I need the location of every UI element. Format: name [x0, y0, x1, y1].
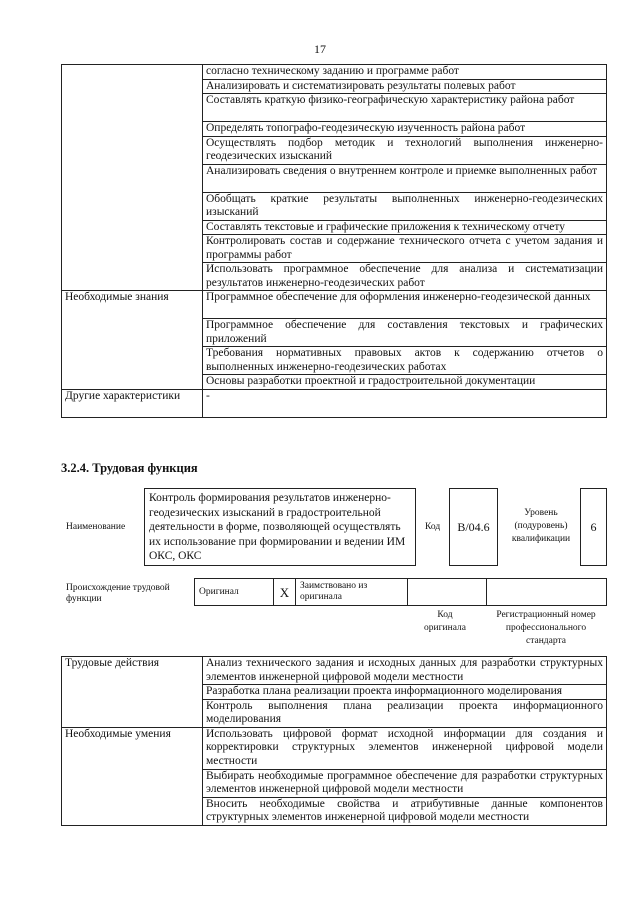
table-row — [62, 65, 607, 80]
table-cell: Составлять текстовые и графические приложения к техническому отчету — [203, 220, 607, 235]
table-cell: Вносить необходимые свойства и атрибутивные данные компонентов структурных элементов инженерной цифровой модели местности — [203, 797, 607, 825]
table-row — [62, 389, 607, 417]
row-label: Необходимые знания — [62, 291, 203, 390]
page-number: 17 — [314, 42, 326, 56]
original-mark: X — [274, 579, 296, 606]
row-label — [62, 65, 203, 291]
table-cell: Использовать программное обеспечение для анализа и систематизации результатов инженерно-геодезических работ — [203, 263, 607, 291]
row-label: Трудовые действия — [62, 657, 203, 728]
table-cell: Контролировать состав и содержание технического отчета с учетом задания и программы работ — [203, 235, 607, 263]
table-cell: Анализировать сведения о внутреннем контроле и приемке выполненных работ — [203, 164, 607, 192]
original-code-cell — [408, 579, 487, 606]
table-cell: Осуществлять подбор методик и технологий выполнения инженерно-геодезических изысканий — [203, 136, 607, 164]
section-title: 3.2.4. Трудовая функция — [61, 461, 198, 475]
table-row — [62, 657, 607, 685]
table-row — [195, 579, 607, 606]
function-name-box: Контроль формирования результатов инженерно-геодезических изысканий в градостроительной деятельности в форме, позволяющей осуществлять их использование при формировании и ведении ИМ ОКС, ОКС — [144, 488, 416, 566]
code-label: Код — [425, 522, 441, 532]
table-row — [62, 727, 607, 769]
table-cell: Обобщать краткие результаты выполненных инженерно-геодезических изысканий — [203, 192, 607, 220]
row-label: Необходимые умения — [62, 727, 203, 825]
table-cell: Программное обеспечение для оформления инженерно-геодезической данных — [203, 291, 607, 319]
bottom-actions-table — [61, 656, 607, 826]
table-cell: Составлять краткую физико-географическую характеристику района работ — [203, 94, 607, 122]
top-requirements-table — [61, 64, 607, 418]
name-label: Наименование — [66, 522, 126, 532]
table-cell: Основы разработки проектной и градостроительной документации — [203, 375, 607, 390]
table-cell: Определять топографо-геодезическую изученность района работ — [203, 122, 607, 137]
origin-label: Происхождение трудовой функции — [66, 583, 170, 604]
origin-table — [194, 578, 607, 606]
table-cell: Разработка плана реализации проекта информационного моделирования — [203, 685, 607, 700]
table-row — [62, 291, 607, 319]
borrowed-label: Заимствовано из оригинала — [296, 579, 408, 606]
table-cell: Анализировать и систематизировать результаты полевых работ — [203, 79, 607, 94]
level-label: Уровень (подуровень) квалификации — [511, 508, 571, 544]
level-value-box: 6 — [580, 488, 607, 566]
function-code-box: B/04.6 — [449, 488, 498, 566]
table-cell: Выбирать необходимые программное обеспечение для разработки структурных элементов инженерной цифровой модели местности — [203, 769, 607, 797]
table-cell: - — [203, 389, 607, 417]
reg-number-cell — [487, 579, 607, 606]
row-label: Другие характеристики — [62, 389, 203, 417]
table-cell: Программное обеспечение для составления текстовых и графических приложений — [203, 319, 607, 347]
table-cell: Требования нормативных правовых актов к содержанию отчетов о выполненных инженерно-геодезических работах — [203, 347, 607, 375]
table-cell: Контроль выполнения плана реализации проекта информационного моделирования — [203, 699, 607, 727]
code-caption: Код оригинала — [424, 610, 466, 633]
reg-caption: Регистрационный номер профессионального стандарта — [496, 610, 596, 646]
table-cell: Анализ технического задания и исходных данных для разработки структурных элементов инженерной цифровой модели местности — [203, 657, 607, 685]
table-cell: согласно техническому заданию и программе работ — [203, 65, 607, 80]
table-cell: Использовать цифровой формат исходной информации для создания и корректировки структурных элементов инженерной цифровой модели местности — [203, 727, 607, 769]
original-label: Оригинал — [195, 579, 274, 606]
